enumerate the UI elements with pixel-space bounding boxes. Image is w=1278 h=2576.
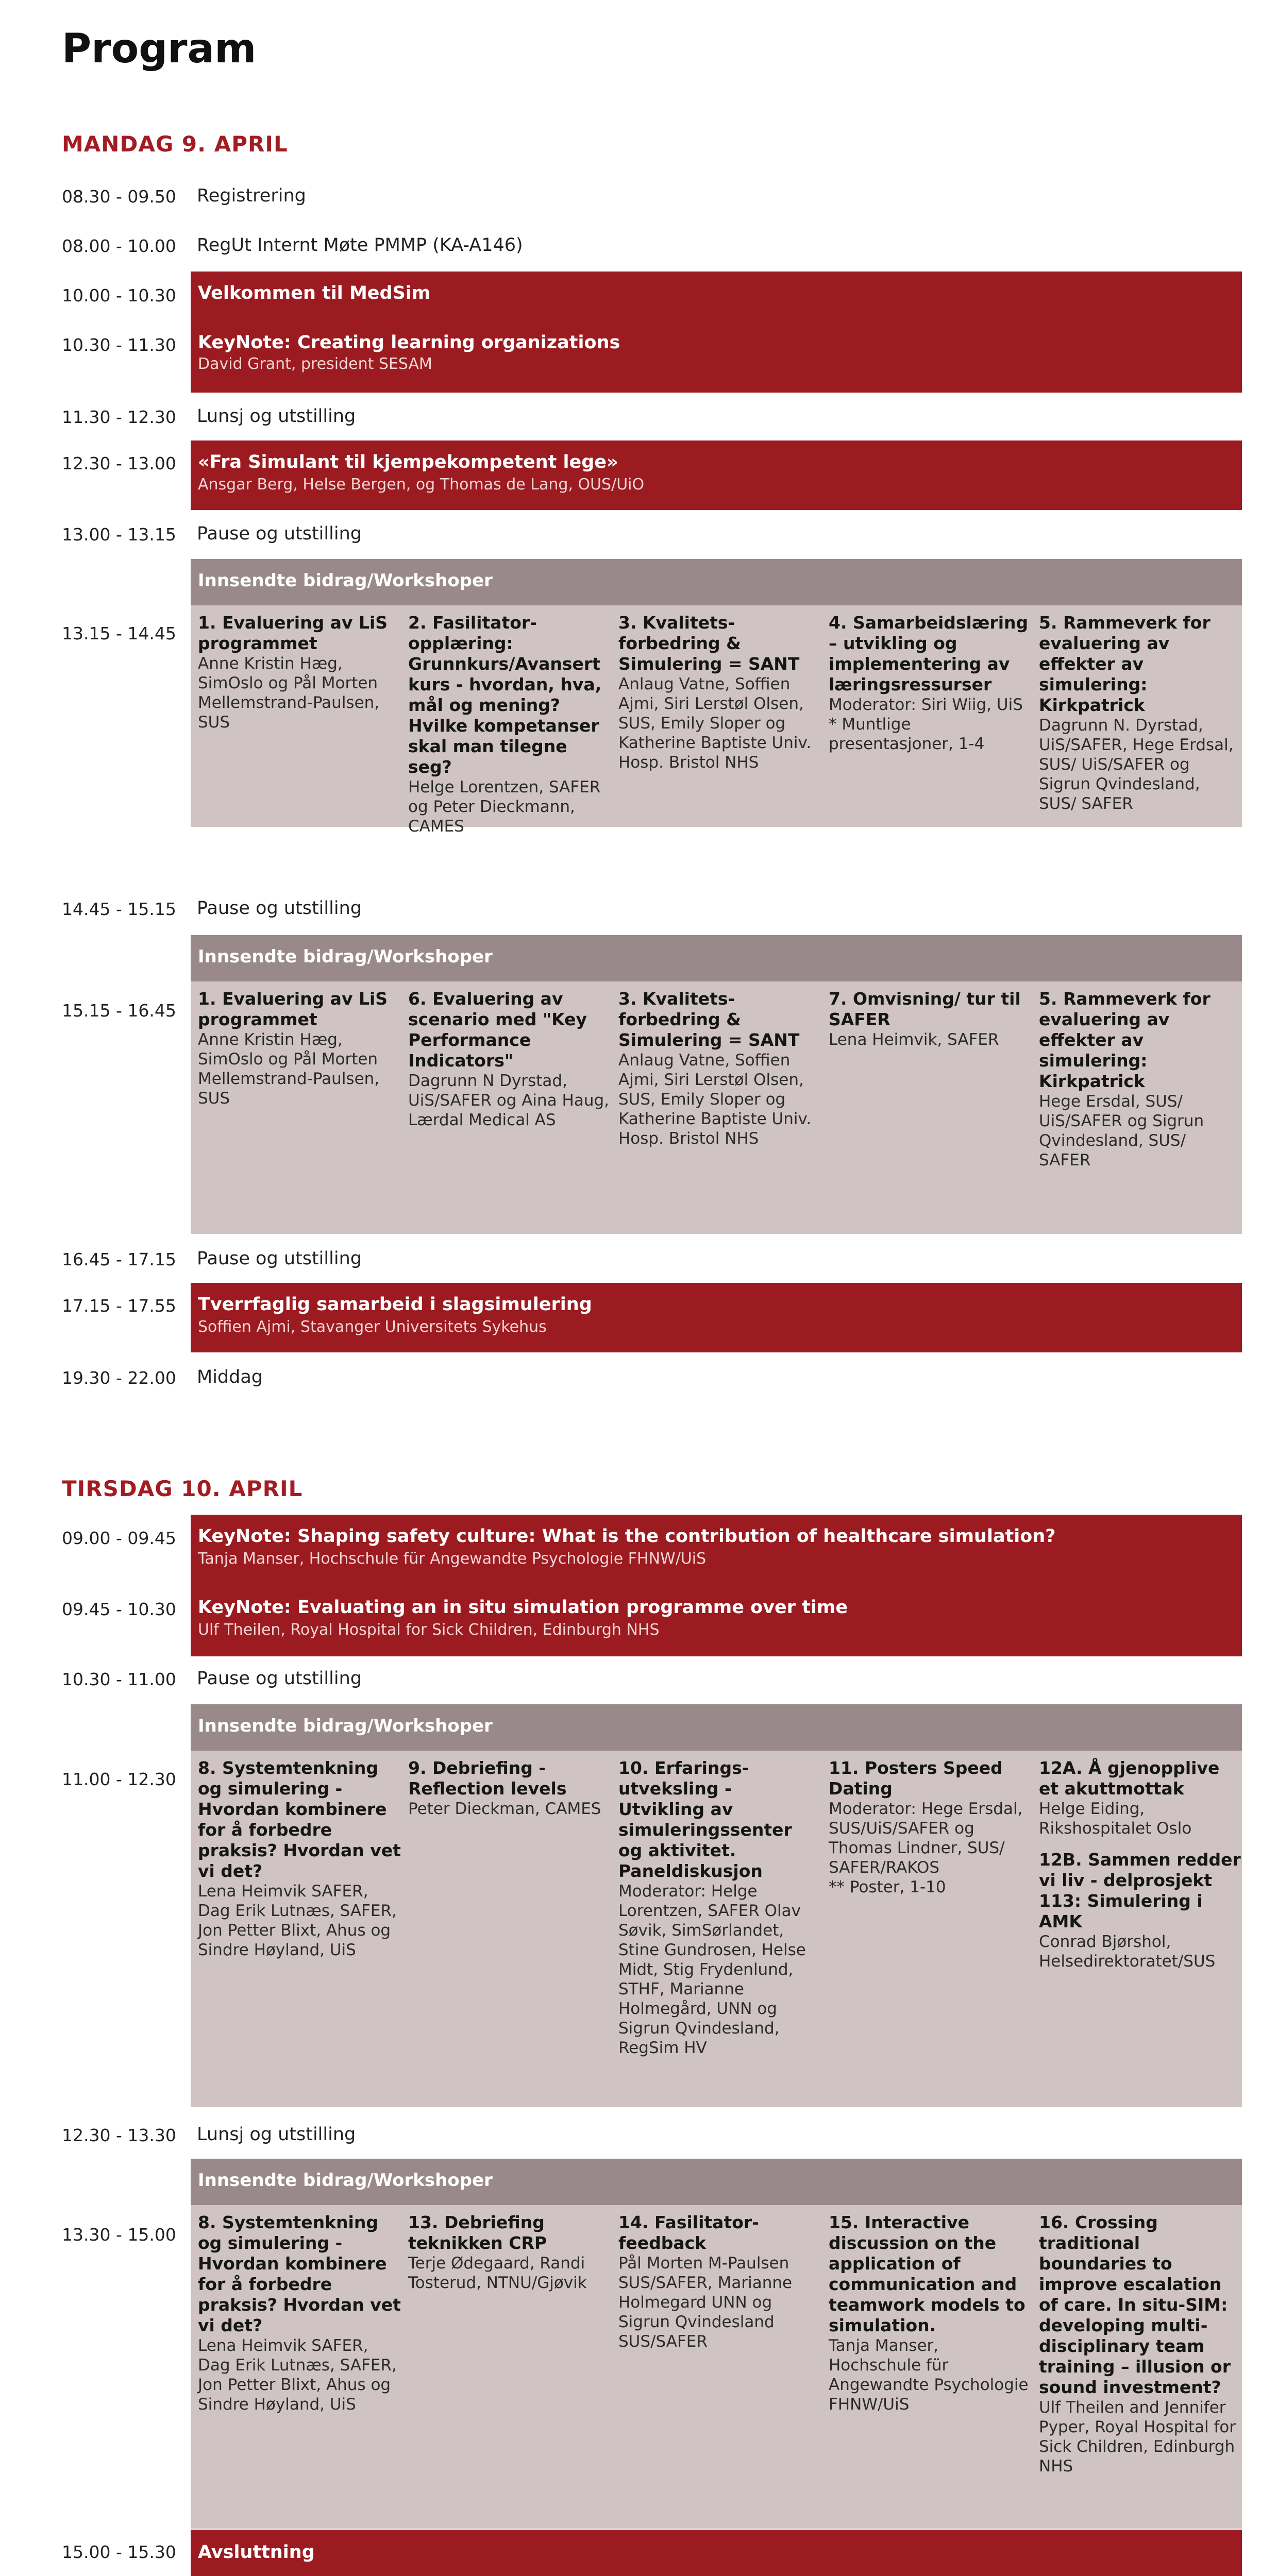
agenda-item: Pause og utstilling	[197, 1668, 362, 1689]
time-label: 17.15 - 17.55	[62, 1296, 176, 1316]
time-label: 16.45 - 17.15	[62, 1249, 176, 1269]
agenda-item-speaker: David Grant, president SESAM	[198, 355, 432, 373]
time-label: 09.00 - 09.45	[62, 1528, 176, 1548]
workshop-grid	[191, 605, 1242, 836]
workshop-header	[191, 1704, 1242, 1751]
agenda-item: Pause og utstilling	[197, 1248, 362, 1269]
workshop-cell: 6. Evaluering av scenario med "Key Performance Indicators" Dagrunn N Dyrstad, UiS/SAFER og Aina Haug, Lærdal Medical AS	[408, 989, 609, 1129]
agenda-item-title: KeyNote: Shaping safety culture: What is the contribution of healthcare simulation?	[198, 1526, 1056, 1547]
highlight-block	[191, 2530, 1242, 2576]
agenda-item-title: KeyNote: Creating learning organizations	[198, 332, 620, 353]
workshop-cell: 14. Fasilitator-feedback Pål Morten M-Paulsen SUS/SAFER, Marianne Holmegard UNN og Sigrun Qvindesland SUS/SAFER	[618, 2212, 793, 2351]
workshop-cell: 4. Samarbeidslæring – utvikling og implementering av læringsressurser Moderator: Siri Wiig, UiS * Muntlige presentasjoner, 1-4	[829, 613, 1029, 753]
day-heading-tuesday: TIRSDAG 10. APRIL	[62, 1476, 303, 1501]
agenda-item-title: Velkommen til MedSim	[198, 283, 431, 303]
time-label: 15.00 - 15.30	[62, 2542, 176, 2562]
highlight-block	[191, 272, 1242, 393]
workshop-header-label: Innsendte bidrag/Workshoper	[198, 570, 493, 591]
agenda-item-speaker: Ulf Theilen, Royal Hospital for Sick Children, Edinburgh NHS	[198, 1621, 660, 1639]
time-label: 13.00 - 13.15	[62, 524, 176, 545]
workshop-header	[191, 935, 1242, 981]
workshop-cell: 11. Posters Speed Dating Moderator: Hege Ersdal, SUS/UiS/SAFER og Thomas Lindner, SUS/ SAFER/RAKOS ** Poster, 1-10	[829, 1758, 1023, 1896]
workshop-header	[191, 2159, 1242, 2205]
highlight-block	[191, 1515, 1242, 1656]
agenda-item-speaker: Tanja Manser, Hochschule für Angewandte Psychologie FHNW/UiS	[198, 1550, 707, 1568]
workshop-cell: 3. Kvalitets-forbedring & Simulering = SANT Anlaug Vatne, Soffien Ajmi, Siri Lerstøl Olsen, SUS, Emily Sloper og Katherine Baptiste Univ. Hosp. Bristol NHS	[618, 613, 812, 772]
workshop-header-label: Innsendte bidrag/Workshoper	[198, 1716, 493, 1736]
time-label: 08.30 - 09.50	[62, 187, 176, 207]
workshop-cell: 16. Crossing traditional boundaries to improve escalation of care. In situ-SIM: developing multi-disciplinary team training – illusion or sound investment? Ulf Theilen and Jennifer Pyper, Royal Hospital for Sick Children, Edinburgh NHS	[1039, 2212, 1236, 2476]
workshop-cell: 8. Systemtenkning og simulering - Hvordan kombinere for å forbedre praksis? Hvordan vet vi det? Lena Heimvik SAFER, Dag Erik Lutnæs, SAFER, Jon Petter Blixt, Ahus og Sindre Høyland, UiS	[198, 1758, 401, 1959]
time-label: 14.45 - 15.15	[62, 899, 176, 919]
workshop-cell: 2. Fasilitator-opplæring: Grunnkurs/Avansert kurs - hvordan, hva, mål og mening? Hvilke kompetanser skal man tilegne seg? Helge Lorentzen, SAFER og Peter Dieckmann, CAMES	[408, 613, 602, 836]
workshop-cell: 5. Rammeverk for evaluering av effekter av simulering: Kirkpatrick Hege Ersdal, SUS/ UiS/SAFER og Sigrun Qvindesland, SUS/ SAFER	[1039, 989, 1210, 1170]
agenda-item: Registrering	[197, 185, 306, 206]
workshop-header-label: Innsendte bidrag/Workshoper	[198, 2170, 493, 2191]
time-label: 11.00 - 12.30	[62, 1769, 176, 1789]
workshop-cell: 15. Interactive discussion on the application of communication and teamwork models to simulation. Tanja Manser, Hochschule für Angewandte Psychologie FHNW/UiS	[829, 2212, 1029, 2414]
time-label: 10.30 - 11.30	[62, 335, 176, 355]
workshop-grid	[191, 981, 1242, 1234]
time-label: 13.30 - 15.00	[62, 2225, 176, 2245]
agenda-item-speaker: Soffien Ajmi, Stavanger Universitets Sykehus	[198, 1318, 547, 1336]
day-heading-monday: MANDAG 9. APRIL	[62, 131, 288, 157]
agenda-item: Middag	[197, 1367, 263, 1387]
time-label: 12.30 - 13.00	[62, 453, 176, 473]
time-label: 12.30 - 13.30	[62, 2125, 176, 2145]
time-label: 09.45 - 10.30	[62, 1599, 176, 1619]
time-label: 11.30 - 12.30	[62, 407, 176, 427]
agenda-item-title: KeyNote: Evaluating an in situ simulation programme over time	[198, 1597, 848, 1618]
workshop-cell: 9. Debriefing - Reflection levels Peter Dieckman, CAMES	[408, 1758, 601, 1818]
agenda-item-speaker: Ansgar Berg, Helse Bergen, og Thomas de Lang, OUS/UiO	[198, 476, 645, 494]
workshop-grid	[191, 2205, 1242, 2529]
agenda-item: RegUt Internt Møte PMMP (KA-A146)	[197, 235, 523, 256]
workshop-cell: 1. Evaluering av LiS programmet Anne Kristin Hæg, SimOslo og Pål Morten Mellemstrand-Paulsen, SUS	[198, 613, 388, 732]
workshop-cell: 12A. Å gjenopplive et akuttmottak Helge Eiding, Rikshospitalet Oslo 12B. Sammen redder vi liv - delprosjekt 113: Simulering i AMK Conrad Bjørshol, Helsedirektoratet/SUS	[1039, 1758, 1241, 1971]
agenda-item-title: «Fra Simulant til kjempekompetent lege»	[198, 452, 618, 472]
workshop-cell: 13. Debriefing teknikken CRP Terje Ødegaard, Randi Tosterud, NTNU/Gjøvik	[408, 2212, 587, 2292]
workshop-cell: 8. Systemtenkning og simulering - Hvordan kombinere for å forbedre praksis? Hvordan vet vi det? Lena Heimvik SAFER, Dag Erik Lutnæs, SAFER, Jon Petter Blixt, Ahus og Sindre Høyland, UiS	[198, 2212, 401, 2414]
workshop-cell: 7. Omvisning/ tur til SAFER Lena Heimvik, SAFER	[829, 989, 1021, 1049]
page-title: Program	[62, 26, 257, 72]
workshop-header	[191, 559, 1242, 605]
time-label: 15.15 - 16.45	[62, 1001, 176, 1021]
time-label: 19.30 - 22.00	[62, 1368, 176, 1388]
agenda-item: Pause og utstilling	[197, 523, 362, 544]
highlight-block	[191, 440, 1242, 510]
workshop-cell: 1. Evaluering av LiS programmet Anne Kristin Hæg, SimOslo og Pål Morten Mellemstrand-Paulsen, SUS	[198, 989, 388, 1108]
time-label: 13.15 - 14.45	[62, 623, 176, 643]
workshop-cell: 3. Kvalitets-forbedring & Simulering = SANT Anlaug Vatne, Soffien Ajmi, Siri Lerstøl Olsen, SUS, Emily Sloper og Katherine Baptiste Univ. Hosp. Bristol NHS	[618, 989, 812, 1148]
workshop-grid	[191, 1751, 1242, 2107]
agenda-item: Pause og utstilling	[197, 898, 362, 919]
time-label: 10.00 - 10.30	[62, 285, 176, 306]
workshop-header-label: Innsendte bidrag/Workshoper	[198, 946, 493, 967]
agenda-item: Lunsj og utstilling	[197, 406, 356, 427]
highlight-block	[191, 1283, 1242, 1352]
agenda-item-title: Avsluttning	[198, 2542, 315, 2563]
workshop-cell: 5. Rammeverk for evaluering av effekter av simulering: Kirkpatrick Dagrunn N. Dyrstad, UiS/SAFER, Hege Erdsal, SUS/ UiS/SAFER og Sigrun Qvindesland, SUS/ SAFER	[1039, 613, 1234, 813]
agenda-item-title: Tverrfaglig samarbeid i slagsimulering	[198, 1294, 592, 1315]
workshop-cell: 10. Erfarings-utveksling - Utvikling av simuleringssenter og aktivitet. Paneldiskusjon Moderator: Helge Lorentzen, SAFER Olav Søvik, SimSørlandet, Stine Gundrosen, Helse Midt, Stig Frydenlund, STHF, Marianne Holmegård, UNN og Sigrun Qvindesland, RegSim HV	[618, 1758, 806, 2057]
time-label: 10.30 - 11.00	[62, 1669, 176, 1689]
agenda-item: Lunsj og utstilling	[197, 2124, 356, 2145]
time-label: 08.00 - 10.00	[62, 236, 176, 256]
